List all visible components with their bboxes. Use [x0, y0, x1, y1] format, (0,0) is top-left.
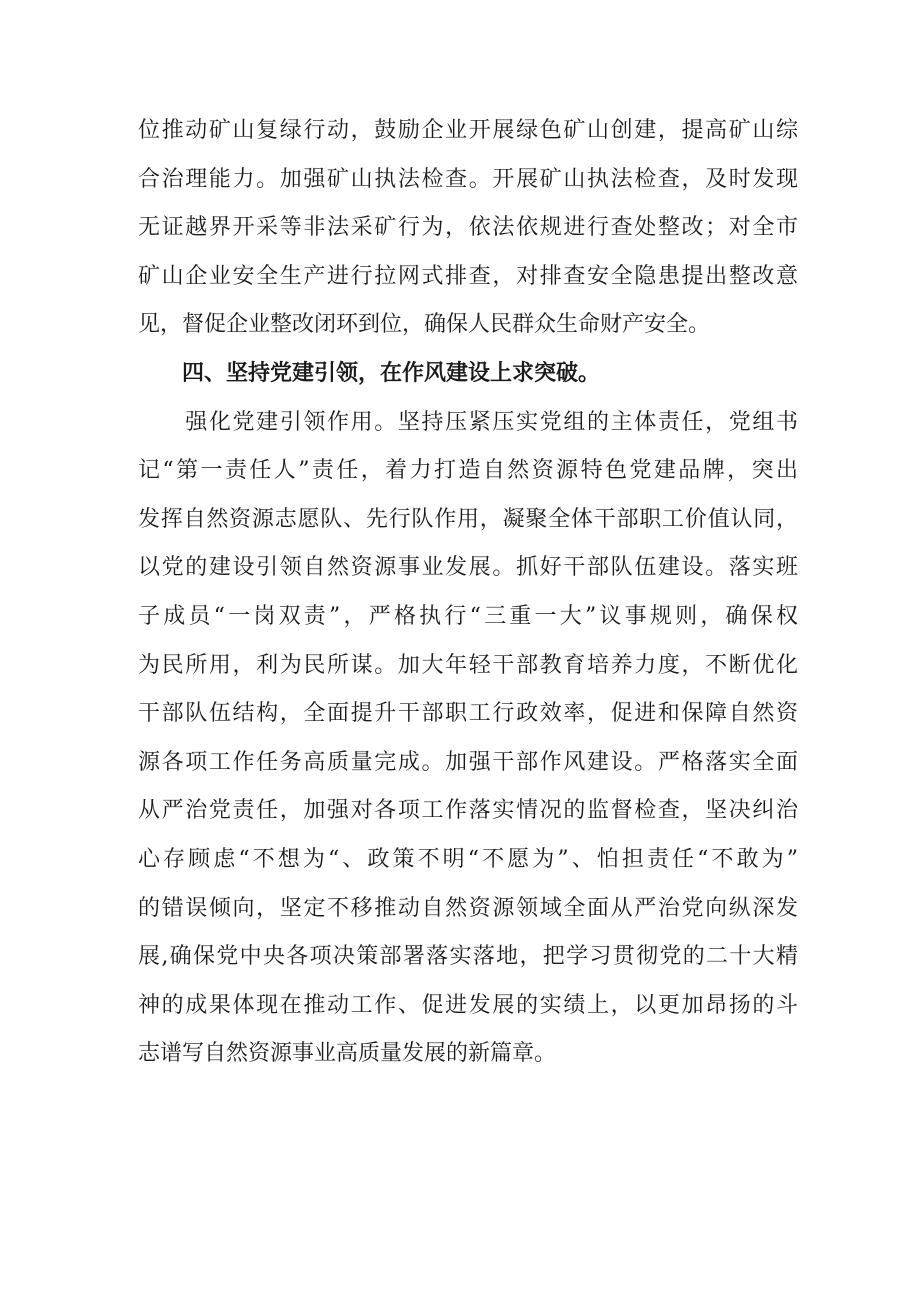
- text-line: 强化党建引领作用。坚持压紧压实党组的主体责任，党组书: [138, 409, 798, 435]
- text-line: 心存顾虑“不想为“、政策不明“不愿为”、怕担责任“不敢为”: [138, 846, 798, 872]
- text-line: 为民所用，利为民所谋。加大年轻干部教育培养力度，不断优化: [138, 652, 798, 678]
- text-line: 见，督促企业整改闭环到位，确保人民群众生命财产安全。: [138, 312, 711, 338]
- text-line: 无证越界开采等非法采矿行为，依法依规进行查处整改；对全市: [138, 215, 798, 241]
- text-line: 合治理能力。加强矿山执法检查。开展矿山执法检查，及时发现: [138, 166, 798, 192]
- text-line: 志谱写自然资源事业高质量发展的新篇章。: [138, 1041, 557, 1067]
- section-heading: [138, 350, 798, 399]
- text-line: 矿山企业安全生产进行拉网式排查，对排查安全隐患提出整改意: [138, 263, 798, 289]
- paragraph-mine-governance: [138, 107, 798, 350]
- text-line: 以党的建设引领自然资源事业发展。抓好干部队伍建设。落实班: [138, 555, 798, 581]
- text-line: 源各项工作任务高质量完成。加强干部作风建设。严格落实全面: [138, 749, 798, 775]
- text-line: 子成员“一岗双责”，严格执行“三重一大”议事规则，确保权: [138, 603, 798, 629]
- document-body: [138, 107, 798, 1079]
- text-line: 的错误倾向，坚定不移推动自然资源领域全面从严治党向纵深发: [138, 895, 798, 921]
- text-line: 位推动矿山复绿行动，鼓励企业开展绿色矿山创建，提高矿山综: [138, 118, 798, 143]
- text-line: 展,确保党中央各项决策部署落实落地，把学习贯彻党的二十大精: [138, 944, 798, 970]
- paragraph-party-building: [138, 399, 798, 1079]
- text-line: 干部队伍结构，全面提升干部职工行政效率，促进和保障自然资: [138, 701, 798, 727]
- text-line: 发挥自然资源志愿队、先行队作用，凝聚全体干部职工价值认同，: [138, 506, 798, 532]
- text-line: 从严治党责任，加强对各项工作落实情况的监督检查，坚决纠治: [138, 798, 798, 824]
- section-heading-text: 四、坚持党建引领，在作风建设上求突破。: [182, 360, 601, 386]
- text-line: 记“第一责任人”责任，着力打造自然资源特色党建品牌，突出: [138, 458, 798, 484]
- text-line: 神的成果体现在推动工作、促进发展的实绩上，以更加昂扬的斗: [138, 992, 798, 1018]
